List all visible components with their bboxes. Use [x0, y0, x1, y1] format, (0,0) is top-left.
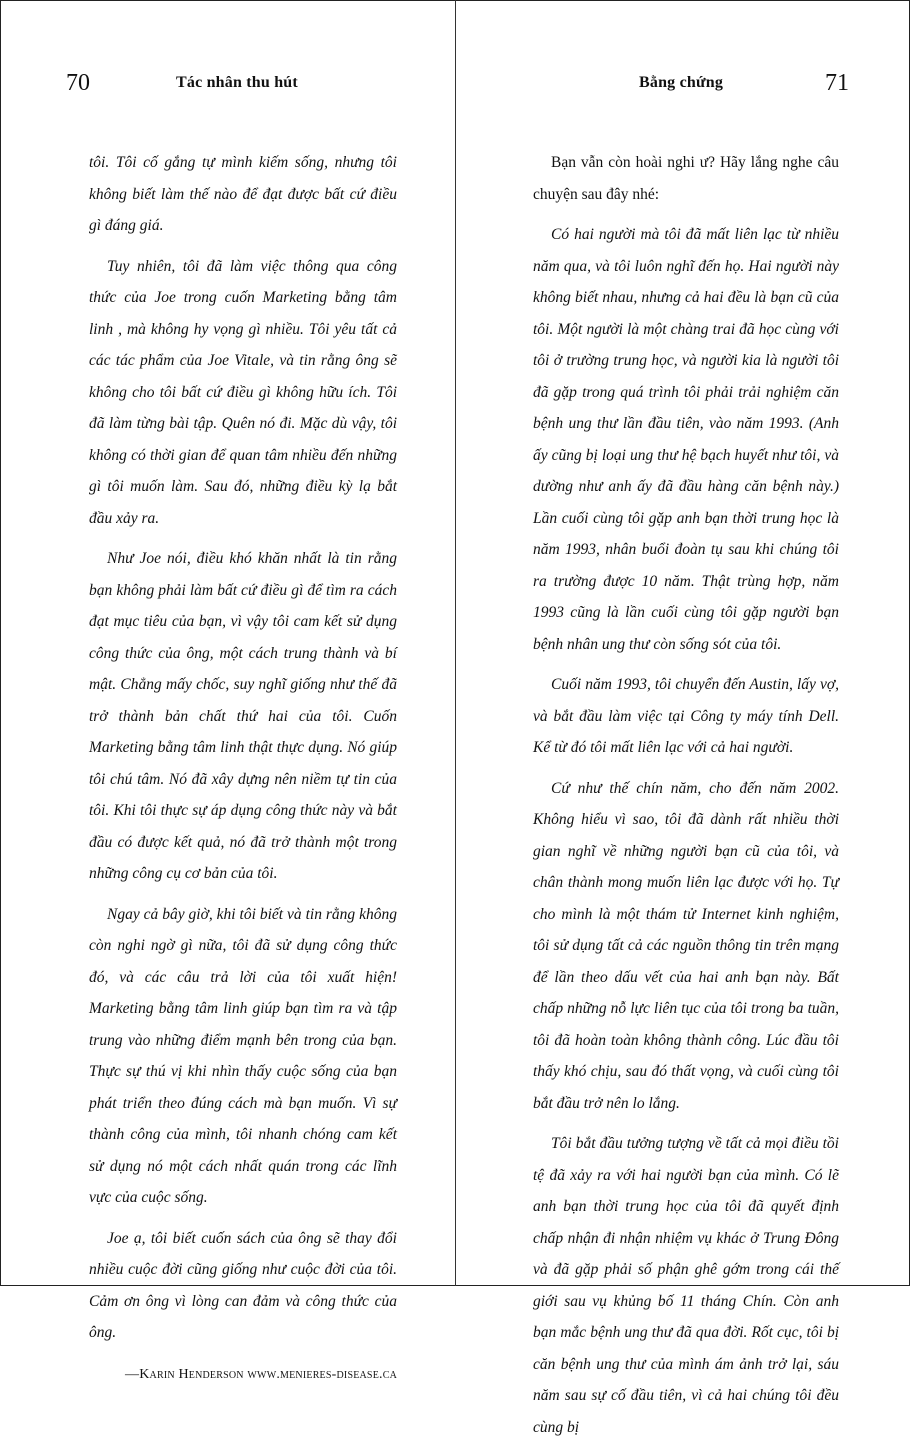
paragraph: Bạn vẫn còn hoài nghi ư? Hãy lắng nghe câu chuyện sau đây nhé: [533, 154, 839, 203]
left-running-header: Tác nhân thu hút [176, 74, 298, 91]
paragraph: Cứ như thế chín năm, cho đến năm 2002. Không hiểu vì sao, tôi đã dành rất nhiều thời gian nghĩ về những người bạn cũ của tôi, và chân thành mong muốn liên lạc được với họ. Tự cho mình là một thám tử Internet kinh nghiệm, tôi sử dụng tất cả các nguồn thông tin trên mạng để lần theo dấu vết của hai anh bạn này. Bất chấp những nỗ lực liên tục của tôi trong ba tuần, tôi đã hoàn toàn không thành công. Lúc đầu tôi thấy khó chịu, sau đó thất vọng, và cuối cùng tôi bắt đầu trở nên lo lắng. [533, 779, 839, 1112]
paragraph: Có hai người mà tôi đã mất liên lạc từ nhiều năm qua, và tôi luôn nghĩ đến họ. Hai người này không biết nhau, nhưng cả hai đều là bạn cũ của tôi. Một người là một chàng trai đã học cùng với tôi ở trường trung học, và người kia là người tôi đã gặp trong quá trình tôi phải trải nghiệm căn bệnh ung thư lần đầu tiên, vào năm 1993. (Anh ấy cũng bị loại ung thư hệ bạch huyết như tôi, và dường như anh ấy đã đầu hàng căn bệnh này.) Lần cuối cùng tôi gặp anh bạn thời trung học là năm 1993, nhân buổi đoàn tụ sau khi chúng tôi ra trường được 10 năm. Thật trùng hợp, năm 1993 cũng là lần cuối cùng tôi gặp người bạn bệnh nhân ung thư còn sống sót của tôi. [533, 226, 839, 653]
right-page-number: 71 [825, 70, 849, 96]
signature-text: —Karin Henderson www.menieres-disease.ca [125, 1366, 397, 1382]
right-page-body [533, 147, 839, 1452]
paragraph: tôi. Tôi cố gắng tự mình kiếm sống, nhưng tôi không biết làm thế nào để đạt được bất cứ điều gì đáng giá. [89, 154, 397, 234]
paragraph: Cuối năm 1993, tôi chuyển đến Austin, lấy vợ, và bắt đầu làm việc tại Công ty máy tính Dell. Kể từ đó tôi mất liên lạc với cả hai người. [533, 676, 839, 756]
left-page [0, 0, 455, 1382]
left-page-number: 70 [66, 70, 90, 96]
paragraph: Như Joe nói, điều khó khăn nhất là tin rằng bạn không phải làm bất cứ điều gì để tìm ra cách đạt mục tiêu của bạn, vì vậy tôi cam kết sử dụng công thức của ông, một cách trung thành và bí mật. Chẳng mấy chốc, suy nghĩ giống như thế đã trở thành bản chất thứ hai của tôi. Cuốn Marketing bằng tâm linh thật thực dụng. Nó giúp tôi chú tâm. Nó đã xây dựng nên niềm tự tin của tôi. Khi tôi thực sự áp dụng công thức này và bắt đầu có được kết quả, nó đã trở thành một trong những công cụ cơ bản của tôi. [89, 550, 397, 882]
paragraph: Joe ạ, tôi biết cuốn sách của ông sẽ thay đổi nhiều cuộc đời cũng giống như cuộc đời của tôi. Cảm ơn ông vì lòng can đảm và công thức của ông. [89, 1229, 397, 1341]
paragraph: Tôi bắt đầu tưởng tượng về tất cả mọi điều tồi tệ đã xảy ra với hai người bạn của mình. Có lẽ anh bạn thời trung học của tôi đã quyết định chấp nhận đi nhận nhiệm vụ khác ở Trung Đông và đã gặp phải số phận ghê gớm trong cái thế giới sau vụ khủng bố 11 tháng Chín. Còn anh bạn mắc bệnh ung thư đã qua đời. Rốt cục, tôi bị căn bệnh ung thư của mình ám ảnh trở lại, sáu năm sau sự cố đầu tiên, vì cả hai chúng tôi đều cùng bị [533, 1135, 839, 1436]
paragraph: Tuy nhiên, tôi đã làm việc thông qua công thức của Joe trong cuốn Marketing bằng tâm linh , mà không hy vọng gì nhiều. Tôi yêu tất cả các tác phẩm của Joe Vitale, và tin rằng ông sẽ không cho tôi bất cứ điều gì không hữu ích. Tôi đã làm từng bài tập. Quên nó đi. Mặc dù vậy, tôi không có thời gian để quan tâm nhiều đến những gì tôi muốn làm. Sau đó, những điều kỳ lạ bắt đầu xảy ra. [89, 257, 397, 527]
right-page [456, 0, 910, 1436]
paragraph: Ngay cả bây giờ, khi tôi biết và tin rằng không còn nghi ngờ gì nữa, tôi đã sử dụng công thức đó, và các câu trả lời của tôi xuất hiện! Marketing bằng tâm linh giúp bạn tìm ra và tập trung vào những điểm mạnh bên trong của bạn. Thực sự thú vị khi nhìn thấy cuộc sống của bạn phát triển theo đúng cách mà bạn muốn. Vì sự thành công của mình, tôi nhanh chóng cam kết sử dụng nó một cách nhất quán trong các lĩnh vực của cuộc sống. [89, 905, 397, 1206]
right-running-header: Bằng chứng [639, 74, 724, 91]
testimonial-signature [89, 1359, 397, 1391]
left-page-body [89, 147, 397, 1390]
